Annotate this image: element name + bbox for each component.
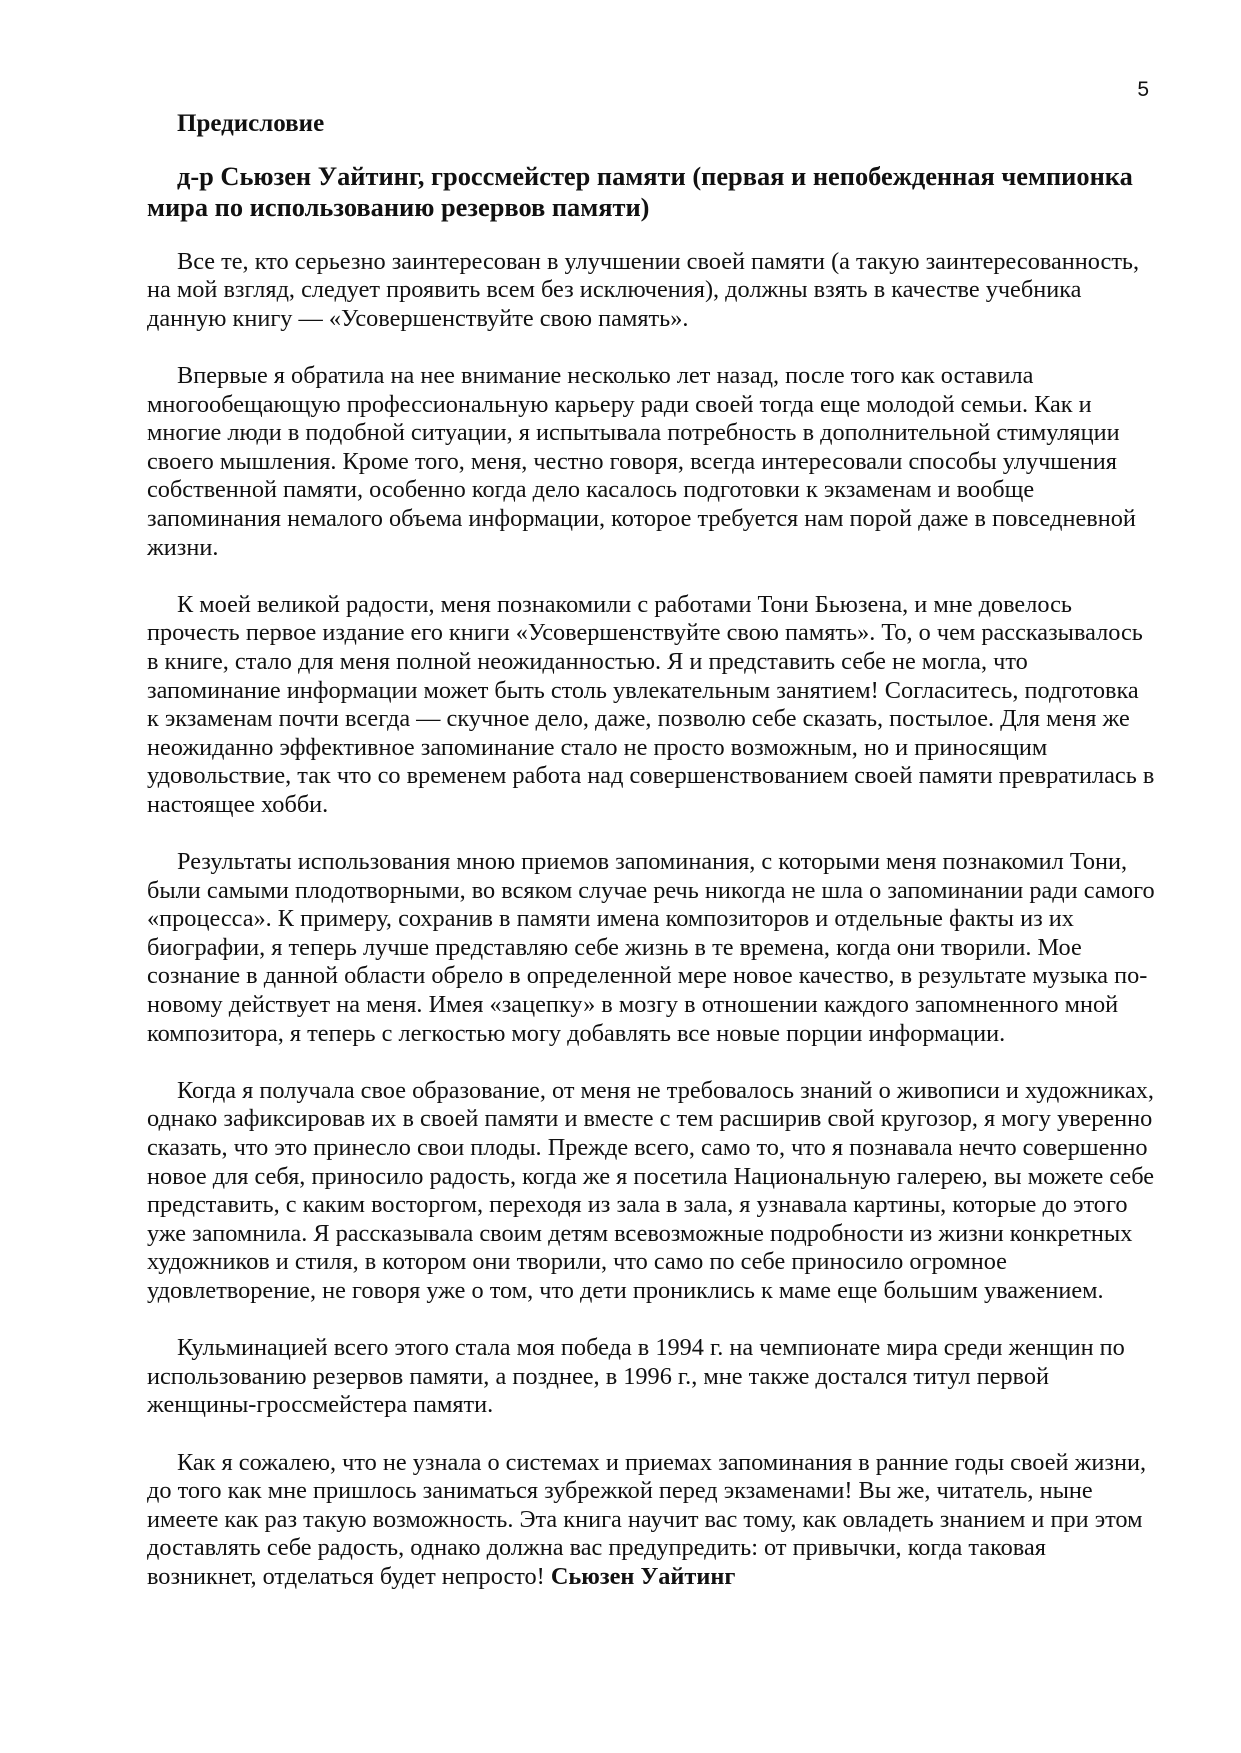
- paragraph: Впервые я обратила на нее внимание несколько лет назад, после того как оставила многообещающую профессиональную карьеру ради своей тогда еще молодой семьи. Как и многие люди в подобной ситуации, я испытывала потребность в дополнительной стимуляции своего мышления. Кроме того, меня, честно говоря, всегда интересовали способы улучшения собственной памяти, особенно когда дело касалось подготовки к экзаменам и вообще запоминания немалого объема информации, которое требуется нам порой даже в повседневной жизни.: [147, 361, 1136, 561]
- paragraph: Результаты использования мною приемов запоминания, с которыми меня познакомил Тони, были самыми плодотворными, во всяком случае речь никогда не шла о запоминании ради самого «процесса». К примеру, сохранив в памяти имена композиторов и отдельные факты из их биографии, я теперь лучше представляю себе жизнь в те времена, когда они творили. Мое сознание в данной области обрело в определенной мере новое качество, в результате музыка по-новому действует на меня. Имея «зацепку» в мозгу в отношении каждого запомненного мной композитора, я теперь с легкостью могу добавлять все новые порции информации.: [147, 848, 1155, 1047]
- paragraph: Все те, кто серьезно заинтересован в улучшении своей памяти (а такую заинтересованность, на мой взгляд, следует проявить всем без исключения), должны взять в качестве учебника данную книгу — «Усовершенствуйте свою память».: [147, 247, 1140, 332]
- closing-paragraph: [147, 1449, 1155, 1592]
- author-signature: Сьюзен Уайтинг: [550, 1562, 736, 1590]
- paragraph: Кульминацией всего этого стала моя победа в 1994 г. на чемпионате мира среди женщин по использованию резервов памяти, а позднее, в 1996 г., мне также достался титул первой женщины-гроссмейстера памяти.: [147, 1334, 1125, 1419]
- closing-paragraph-text: Как я сожалею, что не узнала о системах и приемах запоминания в ранние годы своей жизни, до того как мне пришлось заниматься зубрежкой перед экзаменами! Вы же, читатель, ныне имеете как раз такую возможность. Эта книга научит вас тому, как овладеть знанием и при этом доставлять себе радость, однако должна вас предупредить: от привычки, когда таковая возникнет, отделаться будет непросто!: [147, 1448, 1147, 1590]
- author-subheading: д-р Сьюзен Уайтинг, гроссмейстер памяти (первая и непобежденная чемпионка мира по использованию резервов памяти): [147, 160, 1133, 223]
- paragraph: Когда я получала свое образование, от меня не требовалось знаний о живописи и художниках, однако зафиксировав их в своей памяти и вместе с тем расширив свой кругозор, я могу уверенно сказать, что это принесло свои плоды. Прежде всего, само то, что я познавала нечто совершенно новое для себя, приносило радость, когда же я посетила Национальную галерею, вы можете себе представить, с каким восторгом, переходя из зала в зала, я узнавала картины, которые до этого уже запомнила. Я рассказывала своим детям всевозможные подробности из жизни конкретных художников и стиля, в котором они творили, что само по себе приносило огромное удовлетворение, не говоря уже о том, что дети прониклись к маме еще большим уважением.: [147, 1076, 1155, 1304]
- page-number: 5: [1137, 78, 1149, 101]
- section-heading: Предисловие: [177, 110, 325, 137]
- document-body: [147, 110, 1155, 1620]
- paragraph: К моей великой радости, меня познакомили с работами Тони Бьюзена, и мне довелось прочесть первое издание его книги «Усовершенствуйте свою память». То, о чем рассказывалось в книге, стало для меня полной неожиданностью. Я и представить себе не могла, что запоминание информации может быть столь увлекательным занятием! Согласитесь, подготовка к экзаменам почти всегда — скучное дело, даже, позволю себе сказать, постылое. Для меня же неожиданно эффективное запоминание стало не просто возможным, но и приносящим удовольствие, так что со временем работа над совершенствованием своей памяти превратилась в настоящее хобби.: [147, 590, 1155, 818]
